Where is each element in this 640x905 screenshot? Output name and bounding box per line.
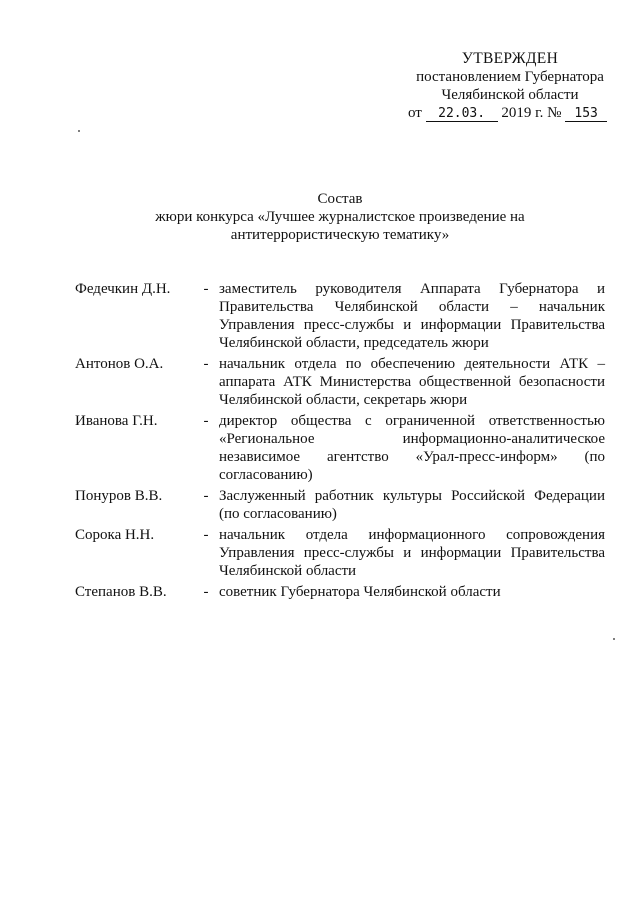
heading-subtitle: жюри конкурса «Лучшее журналистское произведение на антитеррористическую тематику» xyxy=(155,209,525,243)
approval-line-region: Челябинской области xyxy=(441,87,579,103)
approval-line-decree: постановлением Губернатора xyxy=(416,69,604,85)
scan-speck xyxy=(78,130,80,132)
list-item xyxy=(75,487,605,523)
member-role: директор общества с ограниченной ответственностью «Региональное информационно-аналитическое независимое агентство «Урал-пресс-информ» (по согласованию) xyxy=(219,413,605,483)
member-name: Степанов В.В. xyxy=(75,584,167,600)
member-role: советник Губернатора Челябинской области xyxy=(219,584,501,600)
member-dash: - xyxy=(203,356,209,372)
approval-stamp-block xyxy=(400,50,620,122)
member-role: Заслуженный работник культуры Российской Федерации (по согласованию) xyxy=(219,488,605,522)
member-role: начальник отдела по обеспечению деятельности АТК – аппарата АТК Министерства общественной безопасности Челябинской области, секретарь жюри xyxy=(219,356,605,408)
scan-speck xyxy=(613,638,615,640)
member-name: Антонов О.А. xyxy=(75,356,164,372)
year-text: 2019 г. № xyxy=(501,105,562,121)
date-prefix: от xyxy=(408,105,422,121)
member-name: Иванова Г.Н. xyxy=(75,413,158,429)
member-role: заместитель руководителя Аппарата Губернатора и Правительства Челябинской области – начальник Управления пресс-службы и информации Правительства Челябинской области, председатель жюри xyxy=(219,281,605,351)
list-item xyxy=(75,526,605,580)
member-dash: - xyxy=(203,281,209,297)
list-item xyxy=(75,412,605,484)
jury-members-list xyxy=(75,280,605,604)
list-item xyxy=(75,583,605,601)
member-name: Понуров В.В. xyxy=(75,488,163,504)
member-dash: - xyxy=(203,413,209,429)
member-role: начальник отдела информационного сопровождения Управления пресс-службы и информации Правительства Челябинской области xyxy=(219,527,605,579)
approval-date-line xyxy=(400,104,620,122)
document-heading xyxy=(100,190,580,244)
list-item xyxy=(75,280,605,352)
member-dash: - xyxy=(203,488,209,504)
list-item xyxy=(75,355,605,409)
decree-number-field: 153 xyxy=(565,107,607,122)
member-dash: - xyxy=(203,584,209,600)
date-field: 22.03. xyxy=(426,107,498,122)
heading-title: Состав xyxy=(317,191,363,207)
member-name: Федечкин Д.Н. xyxy=(75,281,171,297)
member-dash: - xyxy=(203,527,209,543)
member-name: Сорока Н.Н. xyxy=(75,527,155,543)
approval-title: УТВЕРЖДЕН xyxy=(461,50,559,67)
